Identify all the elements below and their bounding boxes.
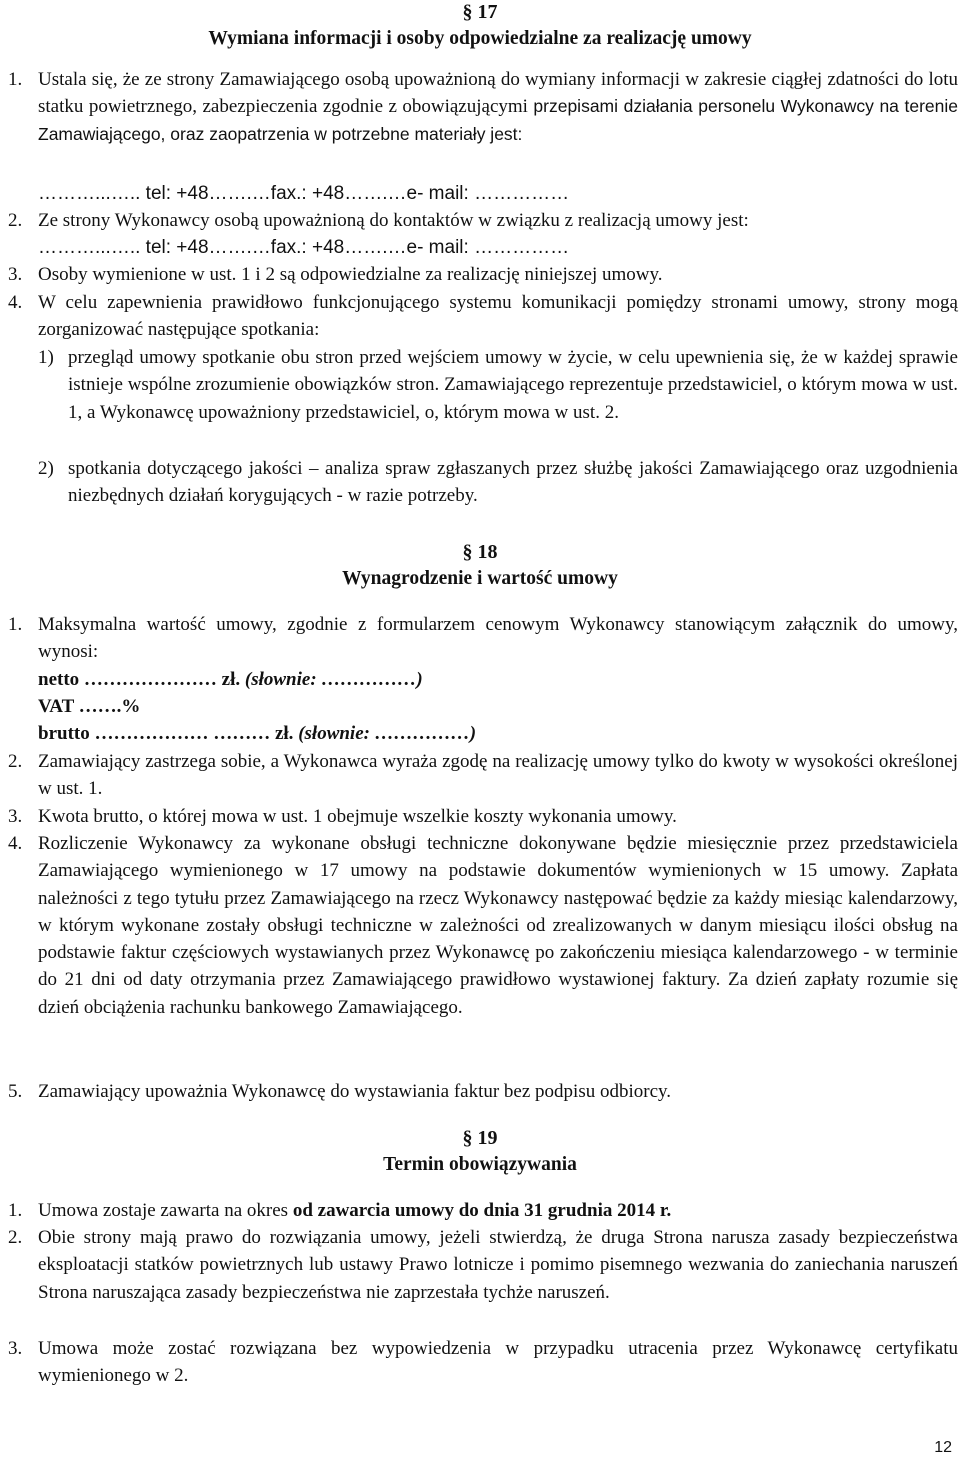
s17-p4-item-1-number: 1) (38, 347, 54, 368)
s19-paragraph-2 (8, 1224, 958, 1306)
s17-paragraph-2 (8, 207, 958, 234)
s18-p3-number: 3. (8, 806, 23, 827)
s17-contact-line-2: ………...….. tel: +48…….…fax.: +48…….…e- mail: …………… (38, 237, 570, 258)
s17-contact-line-1: ………...….. tel: +48…….…fax.: +48…….…e- mail: …………… (38, 183, 570, 204)
s19-p1-text-b: od zawarcia umowy do dnia 31 grudnia 2014 r. (292, 1200, 672, 1221)
s18-p4-number: 4. (8, 833, 23, 854)
s17-p3-text: Osoby wymienione w ust. 1 i 2 są odpowiedzialne za realizację niniejszej umowy. (38, 264, 663, 285)
section-18-title: Wynagrodzenie i wartość umowy (342, 568, 618, 589)
s18-p3-text: Kwota brutto, o której mowa w ust. 1 obejmuje wszelkie koszty wykonania umowy. (38, 806, 677, 827)
s17-p4-item-2-number: 2) (38, 458, 54, 479)
s19-paragraph-1 (8, 1197, 958, 1224)
s17-p1-text-a: Ustala się, że ze strony Zamawiającego osobą upoważnioną do wymiany informacji w zakresie ciągłej zdatności do lotu statku powietrznego, zabezpieczenia zgodnie z obowiązującymi (38, 69, 958, 118)
s18-p2-number: 2. (8, 751, 23, 772)
s18-p1-text: Maksymalna wartość umowy, zgodnie z formularzem cenowym Wykonawcy stanowiącym załącznik do umowy, wynosi: (38, 614, 958, 663)
s17-p4-item-2 (38, 455, 958, 510)
s17-paragraph-3 (8, 261, 958, 288)
section-19-title: Termin obowiązywania (383, 1154, 577, 1175)
s18-p2-text: Zamawiający zastrzega sobie, a Wykonawca wyraża zgodę na realizację umowy tylko do kwoty w wysokości określonej w ust. 1. (38, 751, 958, 800)
s17-p4-text: W celu zapewnienia prawidłowo funkcjonującego systemu komunikacji pomiędzy stronami umowy, strony mogą zorganizować następujące spotkania: (38, 292, 958, 341)
s18-p4-text: Rozliczenie Wykonawcy za wykonane obsługi techniczne dokonywane będzie miesięcznie przez przedstawiciela Zamawiającego wymienionego w 17 umowy na podstawie dokumentów wymienionych w 15 umowy. Zapłata należności z tego tytułu przez Zamawiającego na rzecz Wykonawcy następować będzie za każdy miesiąc kalendarzowy, w którym wykonane zostały obsługi techniczne w zależności od zrealizowanych w danym miesiącu ilości obsług na podstawie faktur częściowych wystawianych przez Wykonawcę po zakończeniu miesiąca kalendarzowego - w terminie do 21 dni od daty otrzymania przez Zamawiającego prawidłowo wystawionej faktury. Za dzień zapłaty rozumie się dzień obciążenia rachunku bankowego Zamawiającego. (38, 833, 958, 1018)
s17-p1-text-b: przepisami działania personelu Wykonawcy na terenie Zamawiającego, oraz zaopatrzenia w potrzebne materiały jest: (38, 96, 958, 144)
s18-paragraph-5 (8, 1078, 958, 1105)
s17-p4-item-1 (38, 344, 958, 426)
s17-p3-number: 3. (8, 264, 23, 285)
s19-p2-number: 2. (8, 1227, 23, 1248)
s18-brutto-line (38, 720, 476, 747)
s18-vat-line: VAT …….% (38, 696, 141, 717)
page-number: 12 (934, 1439, 952, 1456)
s18-netto-line (38, 666, 423, 693)
s17-p2-number: 2. (8, 210, 23, 231)
s19-p2-text: Obie strony mają prawo do rozwiązania umowy, jeżeli stwierdzą, że druga Strona narusza zasady bezpieczeństwa eksploatacji statków powietrznych lub ustawy Prawo lotnicze i pomimo pisemnego wezwania do zaniechania naruszeń Strona naruszająca zasady bezpieczeństwa nie zaprzestała tychże naruszeń. (38, 1227, 958, 1303)
s18-netto: netto ………………… zł. (38, 669, 241, 690)
s18-p5-text: Zamawiający upoważnia Wykonawcę do wystawiania faktur bez podpisu odbiorcy. (38, 1081, 672, 1102)
s17-paragraph-1 (8, 66, 958, 148)
s18-brutto-slownie: (słownie: ……………) (298, 723, 477, 744)
s19-paragraph-3 (8, 1335, 958, 1390)
section-17-sign: § 17 (462, 1, 498, 23)
s17-paragraph-4 (8, 289, 958, 344)
s17-p4-item-1-text: przegląd umowy spotkanie obu stron przed wejściem umowy w życie, w celu upewnienia się, że w każdej sprawie istnieje wspólne zrozumienie obowiązków stron. Zamawiającego reprezentuje przedstawiciel, o którym mowa w ust. 1, a Wykonawcę upoważniony przedstawiciel, o, którym mowa w ust. 2. (68, 347, 958, 423)
s17-p2-text: Ze strony Wykonawcy osobą upoważnioną do kontaktów w związku z realizacją umowy jest: (38, 210, 749, 231)
s17-p4-number: 4. (8, 292, 23, 313)
s18-netto-slownie: (słownie: ……………) (244, 669, 423, 690)
s19-p3-text: Umowa może zostać rozwiązana bez wypowiedzenia w przypadku utracenia przez Wykonawcę certyfikatu wymienionego w 2. (38, 1338, 958, 1387)
s19-p1-number: 1. (8, 1200, 23, 1221)
s17-p1-number: 1. (8, 69, 23, 90)
s18-paragraph-2 (8, 748, 958, 803)
section-19-sign: § 19 (462, 1127, 498, 1149)
s18-p1-number: 1. (8, 614, 23, 635)
s18-p5-number: 5. (8, 1081, 23, 1102)
s18-paragraph-1 (8, 611, 958, 666)
s18-paragraph-4 (8, 830, 958, 1021)
s18-paragraph-3 (8, 803, 958, 830)
section-18-sign: § 18 (462, 541, 498, 563)
s18-brutto: brutto ……………… ……… zł. (38, 723, 294, 744)
s19-p3-number: 3. (8, 1338, 23, 1359)
section-17-title: Wymiana informacji i osoby odpowiedzialne za realizację umowy (208, 28, 752, 49)
s17-p4-item-2-text: spotkania dotyczącego jakości – analiza spraw zgłaszanych przez służbę jakości Zamawiającego oraz uzgodnienia niezbędnych działań korygujących - w razie potrzeby. (68, 458, 958, 507)
s19-p1-text-a: Umowa zostaje zawarta na okres (38, 1200, 293, 1221)
